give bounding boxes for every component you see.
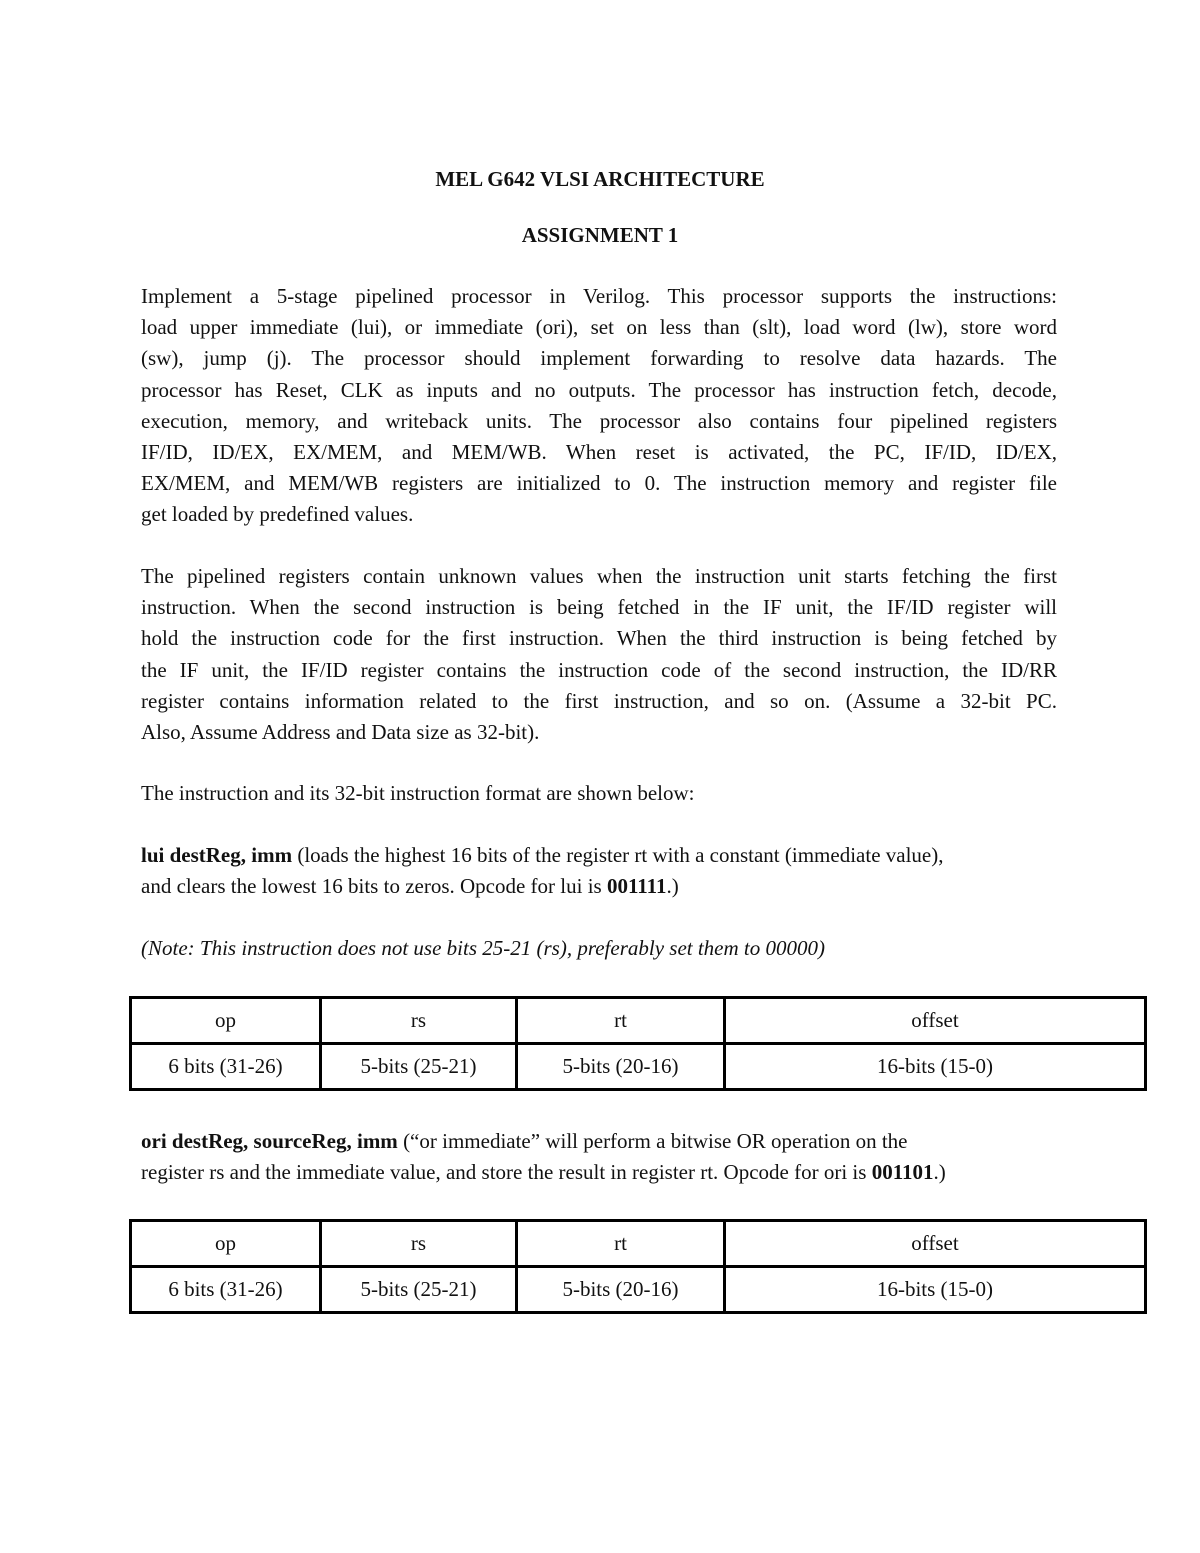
lui-syntax: lui destReg, imm bbox=[141, 843, 293, 867]
table-cell: rt bbox=[517, 998, 725, 1044]
table-header-row bbox=[131, 1221, 1146, 1267]
ori-syntax: ori destReg, sourceReg, imm bbox=[141, 1129, 398, 1153]
table-cell: op bbox=[131, 998, 321, 1044]
course-title: MEL G642 VLSI ARCHITECTURE bbox=[435, 167, 765, 191]
pipeline-line: the IF unit, the IF/ID register contains the instruction code of the second instruction, the ID/RR bbox=[141, 657, 1057, 682]
intro-line: EX/MEM, and MEM/WB registers are initialized to 0. The instruction memory and register file bbox=[141, 471, 1057, 496]
lui-desc-text: .) bbox=[666, 874, 679, 899]
lui-desc-text: (loads the highest 16 bits of the register rt with a constant (immediate value), bbox=[292, 843, 944, 867]
ori-description-line1 bbox=[141, 1126, 1057, 1157]
lui-opcode: 001111 bbox=[606, 874, 667, 899]
lui-format-table bbox=[129, 996, 1147, 1091]
intro-line: load upper immediate (lui), or immediate (ori), set on less than (slt), load word (lw), store word bbox=[141, 315, 1057, 340]
lui-description-line1 bbox=[141, 840, 1057, 871]
table-cell: 16-bits (15-0) bbox=[725, 1044, 1146, 1090]
table-cell: 5-bits (25-21) bbox=[321, 1267, 517, 1313]
ori-description bbox=[141, 1126, 1057, 1188]
table-row bbox=[131, 1044, 1146, 1090]
ori-format-table bbox=[129, 1219, 1147, 1314]
ori-desc-text: register rs and the immediate value, and store the result in register rt. Opcode for ori is bbox=[141, 1160, 872, 1185]
table-cell: 5-bits (25-21) bbox=[321, 1044, 517, 1090]
intro-line: get loaded by predefined values. bbox=[141, 502, 414, 527]
table-cell: 5-bits (20-16) bbox=[517, 1267, 725, 1313]
lui-description-line2 bbox=[141, 871, 1057, 902]
ori-desc-text: .) bbox=[933, 1160, 946, 1185]
intro-line: execution, memory, and writeback units. The processor also contains four pipelined registers bbox=[141, 408, 1057, 433]
table-cell: 6 bits (31-26) bbox=[131, 1267, 321, 1313]
table-header-row bbox=[131, 998, 1146, 1044]
table-cell: rs bbox=[321, 1221, 517, 1267]
table-cell: rs bbox=[321, 998, 517, 1044]
pipeline-line: The pipelined registers contain unknown values when the instruction unit starts fetching the first bbox=[141, 564, 1057, 588]
intro-line: processor has Reset, CLK as inputs and no outputs. The processor has instruction fetch, decode, bbox=[141, 377, 1057, 402]
lui-desc-text: and clears the lowest 16 bits to zeros. Opcode for lui is bbox=[141, 874, 607, 899]
pipeline-line: register contains information related to the first instruction, and so on. (Assume a 32-bit PC. bbox=[141, 688, 1057, 713]
lui-description bbox=[141, 840, 1057, 902]
ori-description-line2 bbox=[141, 1157, 1057, 1188]
table-cell: 5-bits (20-16) bbox=[517, 1044, 725, 1090]
intro-line: Implement a 5-stage pipelined processor in Verilog. This processor supports the instructions: bbox=[141, 284, 1057, 308]
table-cell: 6 bits (31-26) bbox=[131, 1044, 321, 1090]
table-cell: rt bbox=[517, 1221, 725, 1267]
table-cell: offset bbox=[725, 1221, 1146, 1267]
pipeline-paragraph bbox=[141, 561, 1057, 748]
assignment-title: ASSIGNMENT 1 bbox=[521, 223, 679, 247]
table-cell: 16-bits (15-0) bbox=[725, 1267, 1146, 1313]
intro-line: (sw), jump (j). The processor should implement forwarding to resolve data hazards. The bbox=[141, 346, 1057, 371]
format-intro-text: The instruction and its 32-bit instruction format are shown below: bbox=[141, 781, 695, 805]
intro-paragraph bbox=[141, 281, 1057, 531]
pipeline-line: Also, Assume Address and Data size as 32-bit). bbox=[141, 720, 540, 745]
pipeline-line: instruction. When the second instruction is being fetched in the IF unit, the IF/ID register will bbox=[141, 595, 1057, 620]
pipeline-line: hold the instruction code for the first instruction. When the third instruction is being fetched by bbox=[141, 626, 1057, 651]
table-cell: op bbox=[131, 1221, 321, 1267]
ori-desc-text: (“or immediate” will perform a bitwise OR operation on the bbox=[397, 1129, 908, 1153]
table-cell: offset bbox=[725, 998, 1146, 1044]
table-row bbox=[131, 1267, 1146, 1313]
intro-line: IF/ID, ID/EX, EX/MEM, and MEM/WB. When reset is activated, the PC, IF/ID, ID/EX, bbox=[141, 440, 1057, 465]
lui-note: (Note: This instruction does not use bits 25-21 (rs), preferably set them to 00000) bbox=[141, 936, 825, 960]
ori-opcode: 001101 bbox=[871, 1160, 934, 1185]
